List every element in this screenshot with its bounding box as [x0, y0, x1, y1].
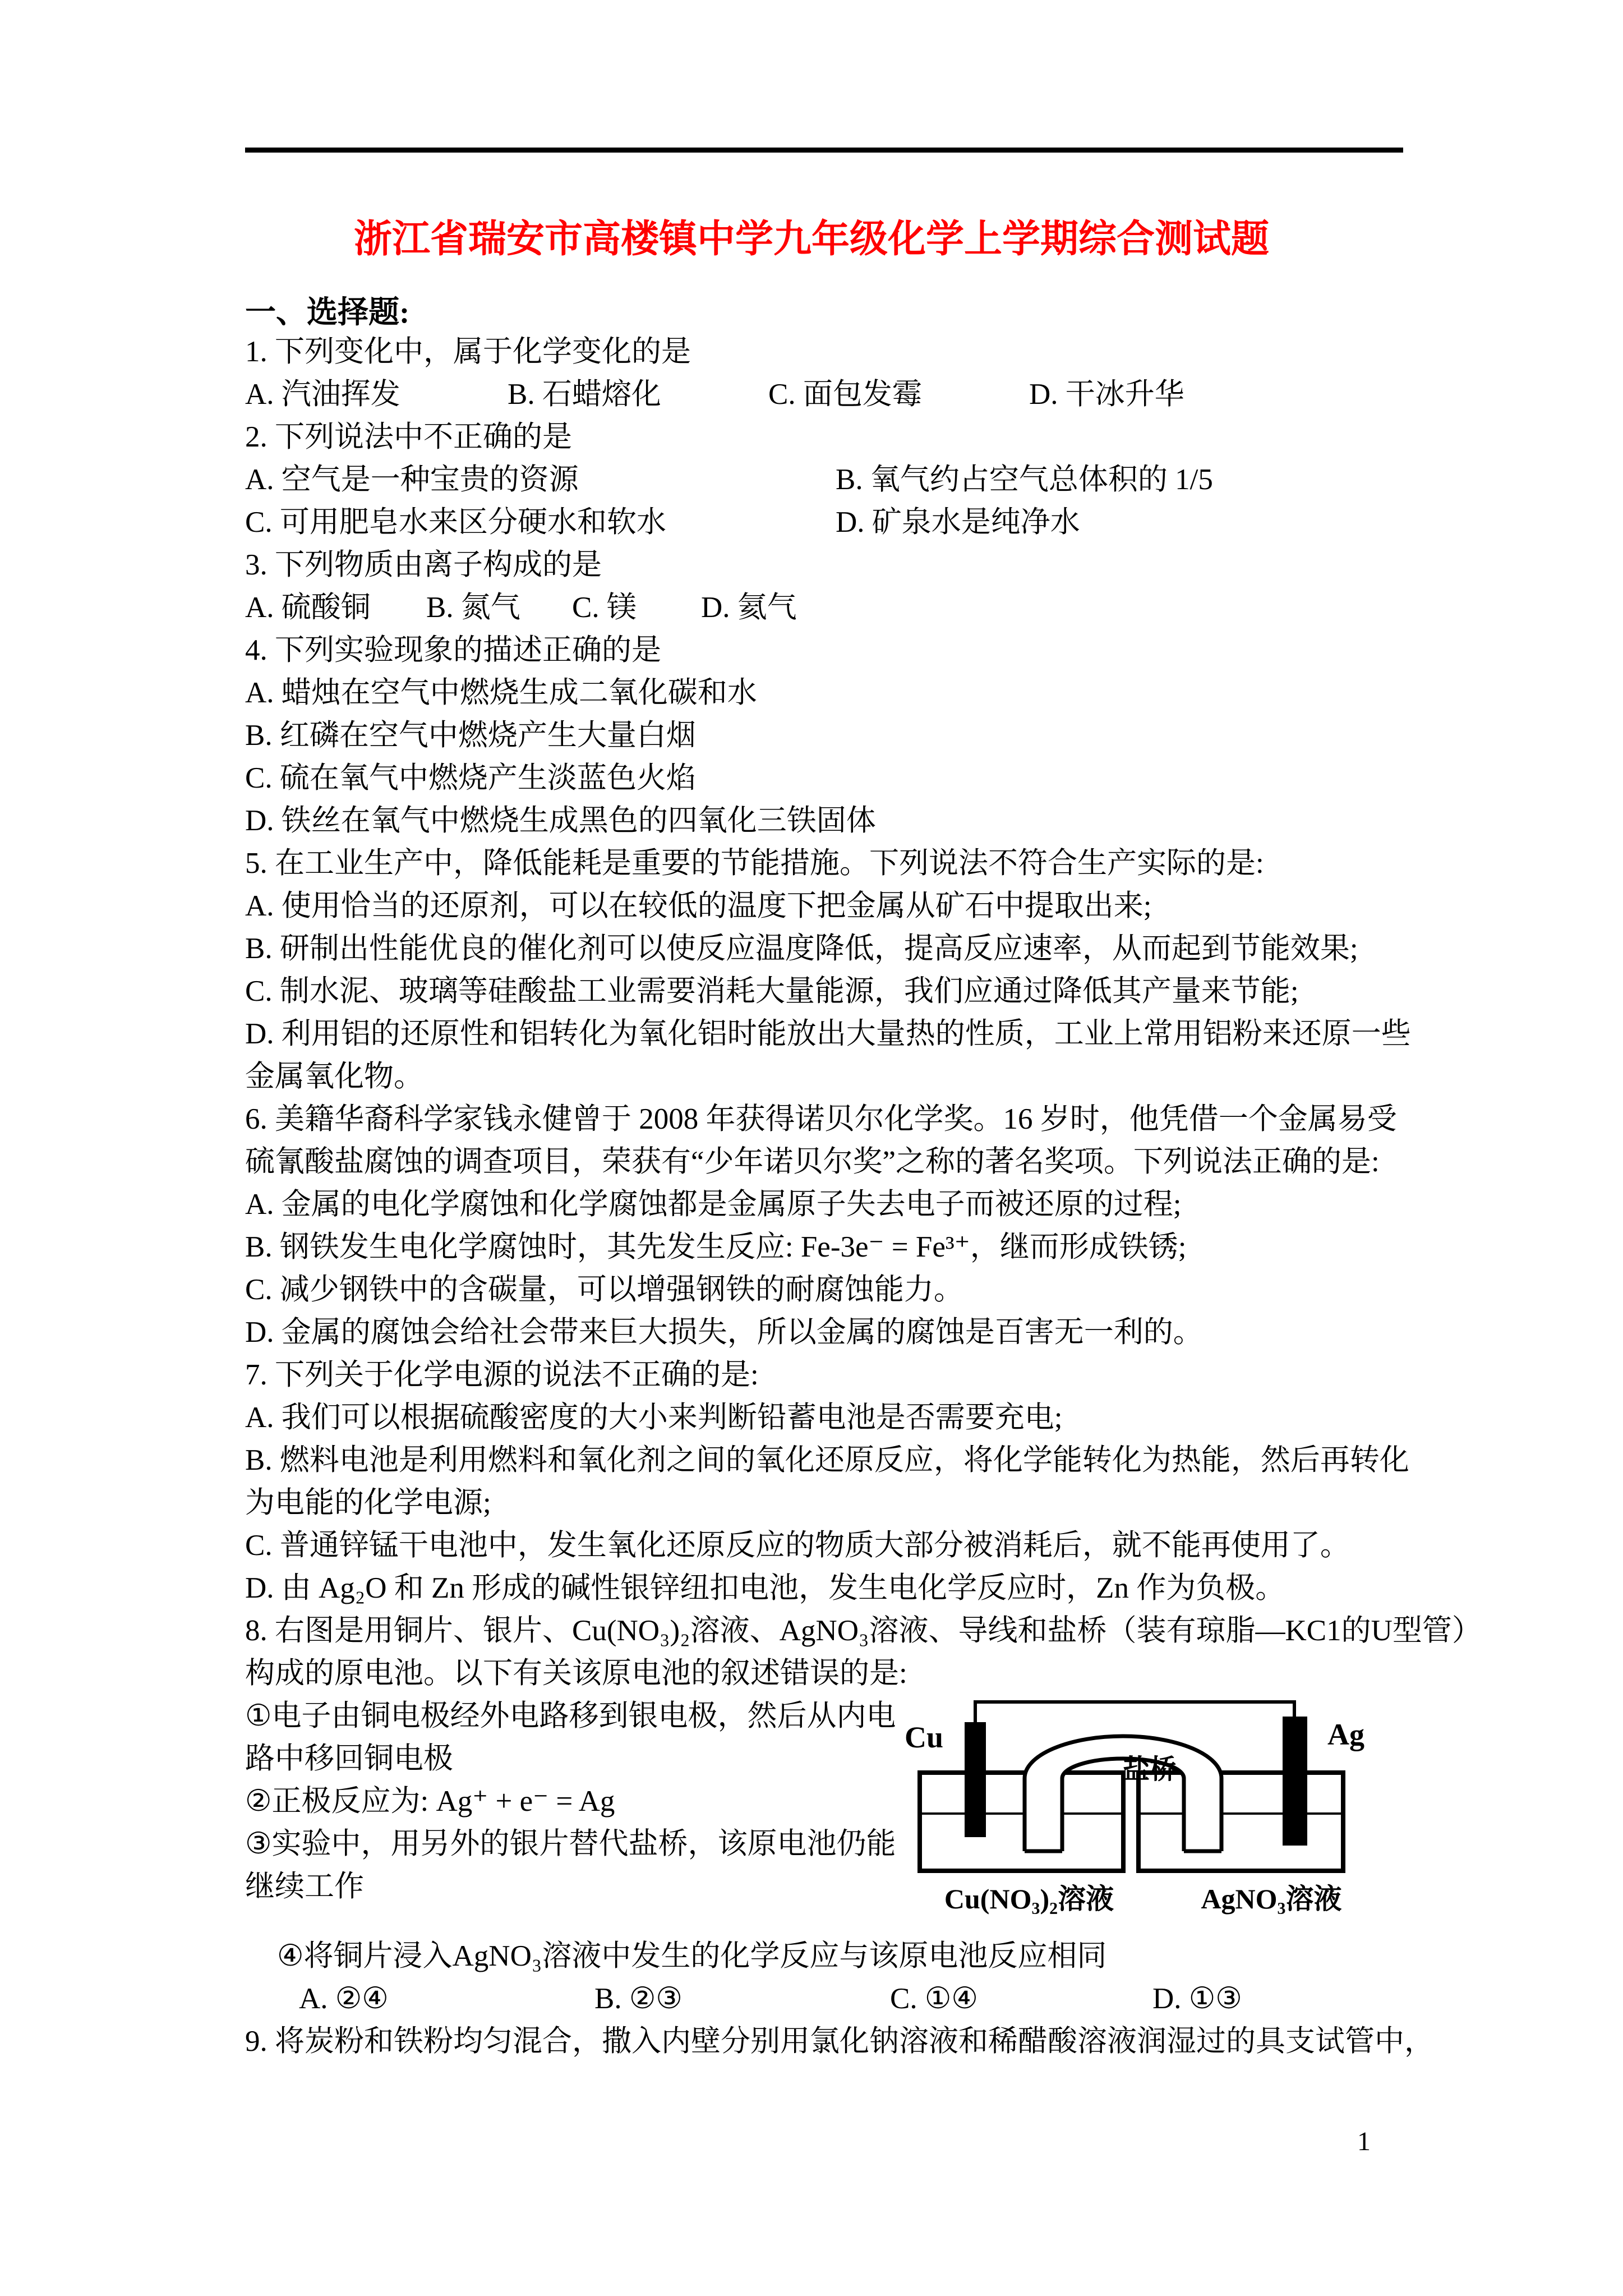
text-line: 8. 右图是用铜片、银片、Cu(NO₃)₂溶液、AgNO₃溶液、导线和盐桥（装有琼脂—KC1的U型管） [245, 1614, 1482, 1647]
text-line: 6. 美籍华裔科学家钱永健曾于 2008 年获得诺贝尔化学奖。16 岁时，他凭借一个金属易受 [245, 1103, 1397, 1135]
text-line: ③实验中，用另外的银片替代盐桥，该原电池仍能 [245, 1828, 896, 1860]
text-line: 7. 下列关于化学电源的说法不正确的是: [245, 1359, 759, 1391]
text-line: B. ②③ [594, 1982, 683, 2015]
text-line: A. 我们可以根据硫酸密度的大小来判断铅蓄电池是否需要充电; [245, 1401, 1063, 1434]
page-number: 1 [1357, 2127, 1371, 2156]
text-line: D. 矿泉水是纯净水 [836, 506, 1080, 539]
salt-bridge-left-leg [1025, 1778, 1062, 1851]
left-beaker [920, 1773, 1123, 1871]
text-line: A. 蜡烛在空气中燃烧生成二氧化碳和水 [245, 677, 757, 709]
text-line: ②正极反应为: Ag⁺ + e⁻ = Ag [245, 1785, 615, 1818]
salt-bridge-label: 盐桥 [1123, 1755, 1177, 1784]
text-line: 构成的原电池。以下有关该原电池的叙述错误的是: [245, 1657, 907, 1690]
text-line: D. 由 Ag₂O 和 Zn 形成的碱性银锌纽扣电池，发生电化学反应时，Zn 作为负极。 [245, 1572, 1285, 1604]
text-line: D. 利用铝的还原性和铝转化为氧化铝时能放出大量热的性质，工业上常用铝粉来还原一些 [245, 1018, 1411, 1050]
text-line: 3. 下列物质由离子构成的是 [245, 549, 602, 581]
text-line: 2. 下列说法中不正确的是 [245, 421, 572, 453]
cu-electrode-label: Cu [905, 1720, 944, 1754]
text-line: C. 减少钢铁中的含碳量，可以增强钢铁的耐腐蚀能力。 [245, 1273, 963, 1306]
text-line: 为电能的化学电源; [245, 1487, 491, 1519]
text-line: C. ①④ [890, 1982, 978, 2015]
text-line: A. 空气是一种宝贵的资源 [245, 463, 579, 496]
galvanic-cell-figure [895, 1694, 1388, 1918]
text-line: B. 红磷在空气中燃烧产生大量白烟 [245, 719, 696, 752]
header-rule [245, 148, 1403, 153]
text-line: B. 氧气约占空气总体积的 1/5 [836, 463, 1213, 496]
text-line: ①电子由铜电极经外电路移到银电极，然后从内电 [245, 1700, 896, 1732]
text-line: A. 汽油挥发 [245, 378, 400, 411]
text-line: C. 镁 [572, 591, 637, 624]
text-line: 路中移回铜电极 [245, 1742, 453, 1775]
text-line: C. 可用肥皂水来区分硬水和软水 [245, 506, 666, 539]
text-line: 继续工作 [245, 1870, 364, 1903]
text-line: ④将铜片浸入AgNO₃溶液中发生的化学反应与该原电池反应相同 [277, 1940, 1107, 1972]
right-solution-label: AgNO₃溶液 [1201, 1883, 1342, 1915]
text-line: B. 研制出性能优良的催化剂可以使反应温度降低，提高反应速率，从而起到节能效果; [245, 932, 1358, 965]
text-line: D. 干冰升华 [1029, 378, 1184, 411]
text-line: D. 氦气 [701, 591, 797, 624]
text-line: A. ②④ [299, 1982, 389, 2015]
right-beaker [1138, 1773, 1343, 1871]
text-line: C. 硫在氧气中燃烧产生淡蓝色火焰 [245, 762, 696, 794]
ag-electrode [1283, 1717, 1307, 1846]
left-solution-label: Cu(NO₃)₂溶液 [944, 1883, 1114, 1915]
text-line: B. 氮气 [426, 591, 520, 624]
text-line: C. 面包发霉 [768, 378, 922, 411]
wire [975, 1702, 1294, 1722]
text-line: 金属氧化物。 [245, 1060, 423, 1093]
text-line: A. 金属的电化学腐蚀和化学腐蚀都是金属原子失去电子而被还原的过程; [245, 1188, 1182, 1221]
page-title: 浙江省瑞安市高楼镇中学九年级化学上学期综合测试题 [353, 218, 1269, 260]
section-heading: 一、选择题: [245, 295, 410, 329]
text-line: B. 石蜡熔化 [508, 378, 661, 411]
text-line: 9. 将炭粉和铁粉均匀混合，撒入内壁分别用氯化钠溶液和稀醋酸溶液润湿过的具支试管中， [245, 2025, 1434, 2058]
text-line: D. 金属的腐蚀会给社会带来巨大损失，所以金属的腐蚀是百害无一利的。 [245, 1316, 1203, 1349]
text-line: B. 钢铁发生电化学腐蚀时，其先发生反应: Fe-3e⁻ = Fe³⁺，继而形成铁锈; [245, 1231, 1187, 1263]
text-line: D. 铁丝在氧气中燃烧生成黑色的四氧化三铁固体 [245, 804, 876, 837]
salt-bridge-right-leg [1184, 1778, 1221, 1851]
text-line: C. 普通锌锰干电池中，发生氧化还原反应的物质大部分被消耗后，就不能再使用了。 [245, 1529, 1350, 1562]
text-line: 硫氰酸盐腐蚀的调查项目，荣获有“少年诺贝尔奖”之称的著名奖项。下列说法正确的是: [245, 1145, 1380, 1178]
text-line: A. 硫酸铜 [245, 591, 371, 624]
text-line: 1. 下列变化中，属于化学变化的是 [245, 335, 691, 368]
ag-electrode-label: Ag [1327, 1718, 1364, 1751]
text-line: 5. 在工业生产中，降低能耗是重要的节能措施。下列说法不符合生产实际的是: [245, 847, 1264, 880]
text-line: C. 制水泥、玻璃等硅酸盐工业需要消耗大量能源，我们应通过降低其产量来节能; [245, 975, 1299, 1007]
text-line: A. 使用恰当的还原剂，可以在较低的温度下把金属从矿石中提取出来; [245, 890, 1152, 922]
text-line: D. ①③ [1152, 1982, 1242, 2015]
text-line: 4. 下列实验现象的描述正确的是 [245, 634, 661, 666]
text-line: B. 燃料电池是利用燃料和氧化剂之间的氧化还原反应，将化学能转化为热能，然后再转化 [245, 1444, 1409, 1476]
cu-electrode [965, 1722, 986, 1837]
